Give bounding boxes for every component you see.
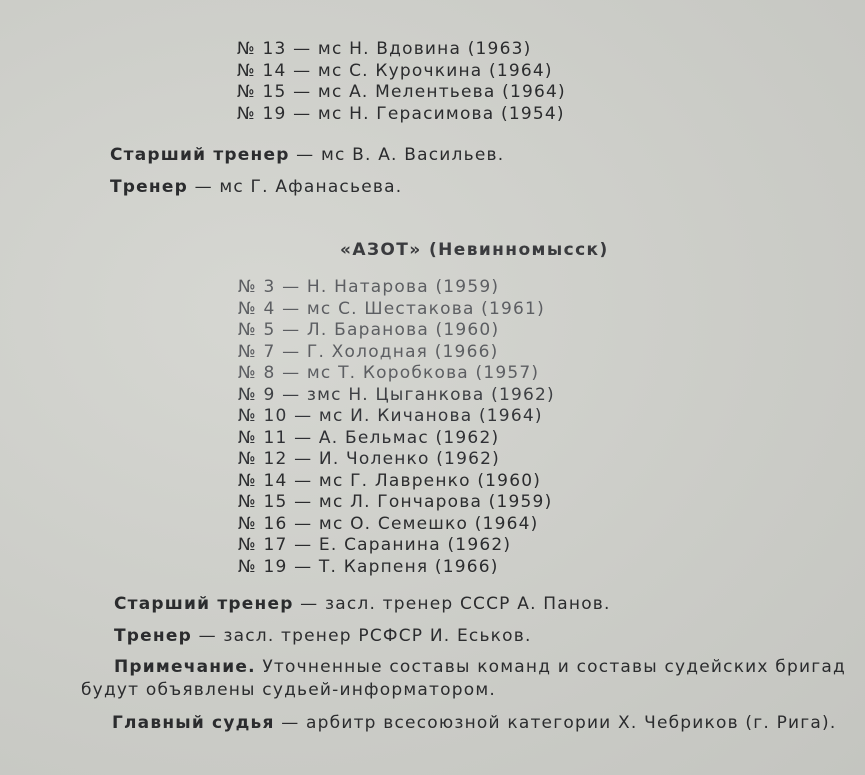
- chief-judge-text: — арбитр всесоюзной категории Х. Чебриков (г. Рига).: [281, 713, 837, 733]
- list-item: № 19 — Т. Карпеня (1966): [238, 556, 499, 577]
- assistant-coach-label: Тренер: [110, 177, 188, 197]
- list-item: № 3 — Н. Натарова (1959): [238, 277, 500, 297]
- chief-judge-label: Главный судья: [112, 713, 275, 733]
- list-item: № 13 — мс Н. Вдовина (1963): [237, 39, 532, 59]
- note-line-2: будут объявлены судьей-информатором.: [81, 680, 496, 700]
- list-item: № 11 — А. Бельмас (1962): [238, 427, 500, 448]
- list-item: № 9 — змс Н. Цыганкова (1962): [238, 384, 555, 405]
- note-label: Примечание.: [114, 657, 256, 677]
- head-coach-label: Старший тренер: [114, 594, 294, 614]
- roster-top: [237, 38, 566, 124]
- list-item: № 15 — мс А. Мелентьева (1964): [237, 82, 566, 102]
- assistant-coach-line-top: [110, 176, 402, 198]
- list-item: № 4 — мс С. Шестакова (1961): [238, 298, 545, 319]
- head-coach-text: — засл. тренер СССР А. Панов.: [300, 594, 611, 614]
- assistant-coach-text: — засл. тренер РСФСР И. Еськов.: [198, 626, 532, 646]
- note-line-1: [114, 656, 846, 678]
- roster-azot: [238, 276, 555, 577]
- list-item: № 14 — мс С. Курочкина (1964): [237, 60, 553, 81]
- head-coach-line-top: [110, 144, 504, 166]
- chief-judge-line: [112, 712, 836, 734]
- team-title: «АЗОТ» (Невинномысск): [340, 240, 609, 260]
- note-text: Уточненные составы команд и составы судейских бригад: [262, 657, 846, 677]
- assistant-coach-text: — мс Г. Афанасьева.: [194, 177, 403, 197]
- list-item: № 16 — мс О. Семешко (1964): [238, 513, 539, 534]
- list-item: № 10 — мс И. Кичанова (1964): [238, 406, 543, 426]
- assistant-coach-label: Тренер: [114, 626, 192, 646]
- list-item: № 7 — Г. Холодная (1966): [238, 341, 499, 362]
- list-item: № 12 — И. Чоленко (1962): [238, 449, 500, 469]
- list-item: № 17 — Е. Саранина (1962): [238, 535, 512, 555]
- list-item: № 19 — мс Н. Герасимова (1954): [237, 103, 565, 124]
- list-item: № 14 — мс Г. Лавренко (1960): [238, 470, 542, 491]
- list-item: № 15 — мс Л. Гончарова (1959): [238, 492, 553, 512]
- head-coach-line-azot: [114, 593, 611, 615]
- head-coach-label: Старший тренер: [110, 145, 290, 165]
- assistant-coach-line-azot: [114, 625, 532, 647]
- list-item: № 5 — Л. Баранова (1960): [238, 320, 500, 340]
- list-item: № 8 — мс Т. Коробкова (1957): [238, 363, 540, 383]
- head-coach-text: — мс В. А. Васильев.: [296, 145, 505, 165]
